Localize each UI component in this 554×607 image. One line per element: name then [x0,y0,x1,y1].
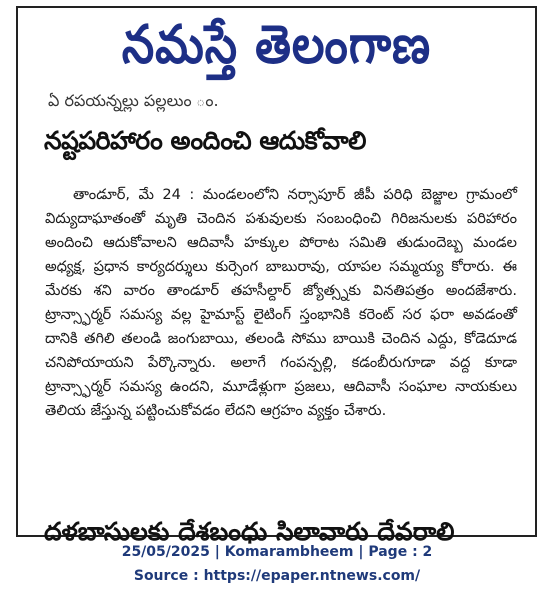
newspaper-clipping [16,6,537,546]
article-paragraph: తాండూర్, మే 24 : మండలంలోని నర్సాపూర్ జీపీ పరిధి బెజ్జాల గ్రామంలో విద్యుదాఘాతంతో మృతి చెందిన పశువులకు సంబంధించి గిరిజనులకు పరిహారం అందించి ఆదుకోవాలని ఆదివాసీ హక్కుల పోరాట సమితి తుడుందెబ్బ మండల అధ్యక్ష, ప్రధాన కార్యదర్శులు కుర్సెంగ బాబురావు, యాపల సమ్మయ్య కోరారు. ఈ మేరకు శని వారం తాండూర్ తహసీల్దార్ జ్యోత్స్నకు వినతిపత్రం అందజేశారు. ట్రాన్స్ఫార్మర్ సమస్య వల్ల హైమాస్ట్ లైటింగ్ స్తంభానికి కరెంట్ సర ఫరా అవడంతో దానికి తగిలి తలండి జంగుబాయి, తలండి సోము బాయికి చెందిన ఎద్దు, కోడెదూడ చనిపోయాయని పేర్కొన్నారు. అలాగే గంపన్పల్లి, కడంబీరుగూడా వద్ద కూడా ట్రాన్స్ఫార్మర్ సమస్య ఉందని, మూడేళ్లుగా ప్రజలు, ఆదివాసీ సంఘాల నాయకులు తెలియ జేస్తున్న పట్టించుకోవడం లేదని ఆగ్రహం వ్యక్తం చేశారు. [45,186,517,419]
next-article-headline-cut [44,517,524,546]
article-body [45,183,517,423]
clipping-source: Source : https://epaper.ntnews.com/ [133,568,421,584]
clipping-meta: 25/05/2025 | Komarambheem | Page : 2 [121,544,433,560]
next-headline-text: దళబాసులకు దేశబంధు సిలావారు దేవరాలి [44,517,455,546]
previous-article-text: ఏ రపయన్నల్లు పల్లలుం ం. [48,91,219,110]
article-headline: నష్టపరిహారం అందించి ఆదుకోవాలి [44,126,366,155]
previous-article-tail [48,91,518,110]
masthead-logo-text: నమస్తే తెలంగాణ [121,13,432,76]
newspaper-masthead [18,8,535,94]
